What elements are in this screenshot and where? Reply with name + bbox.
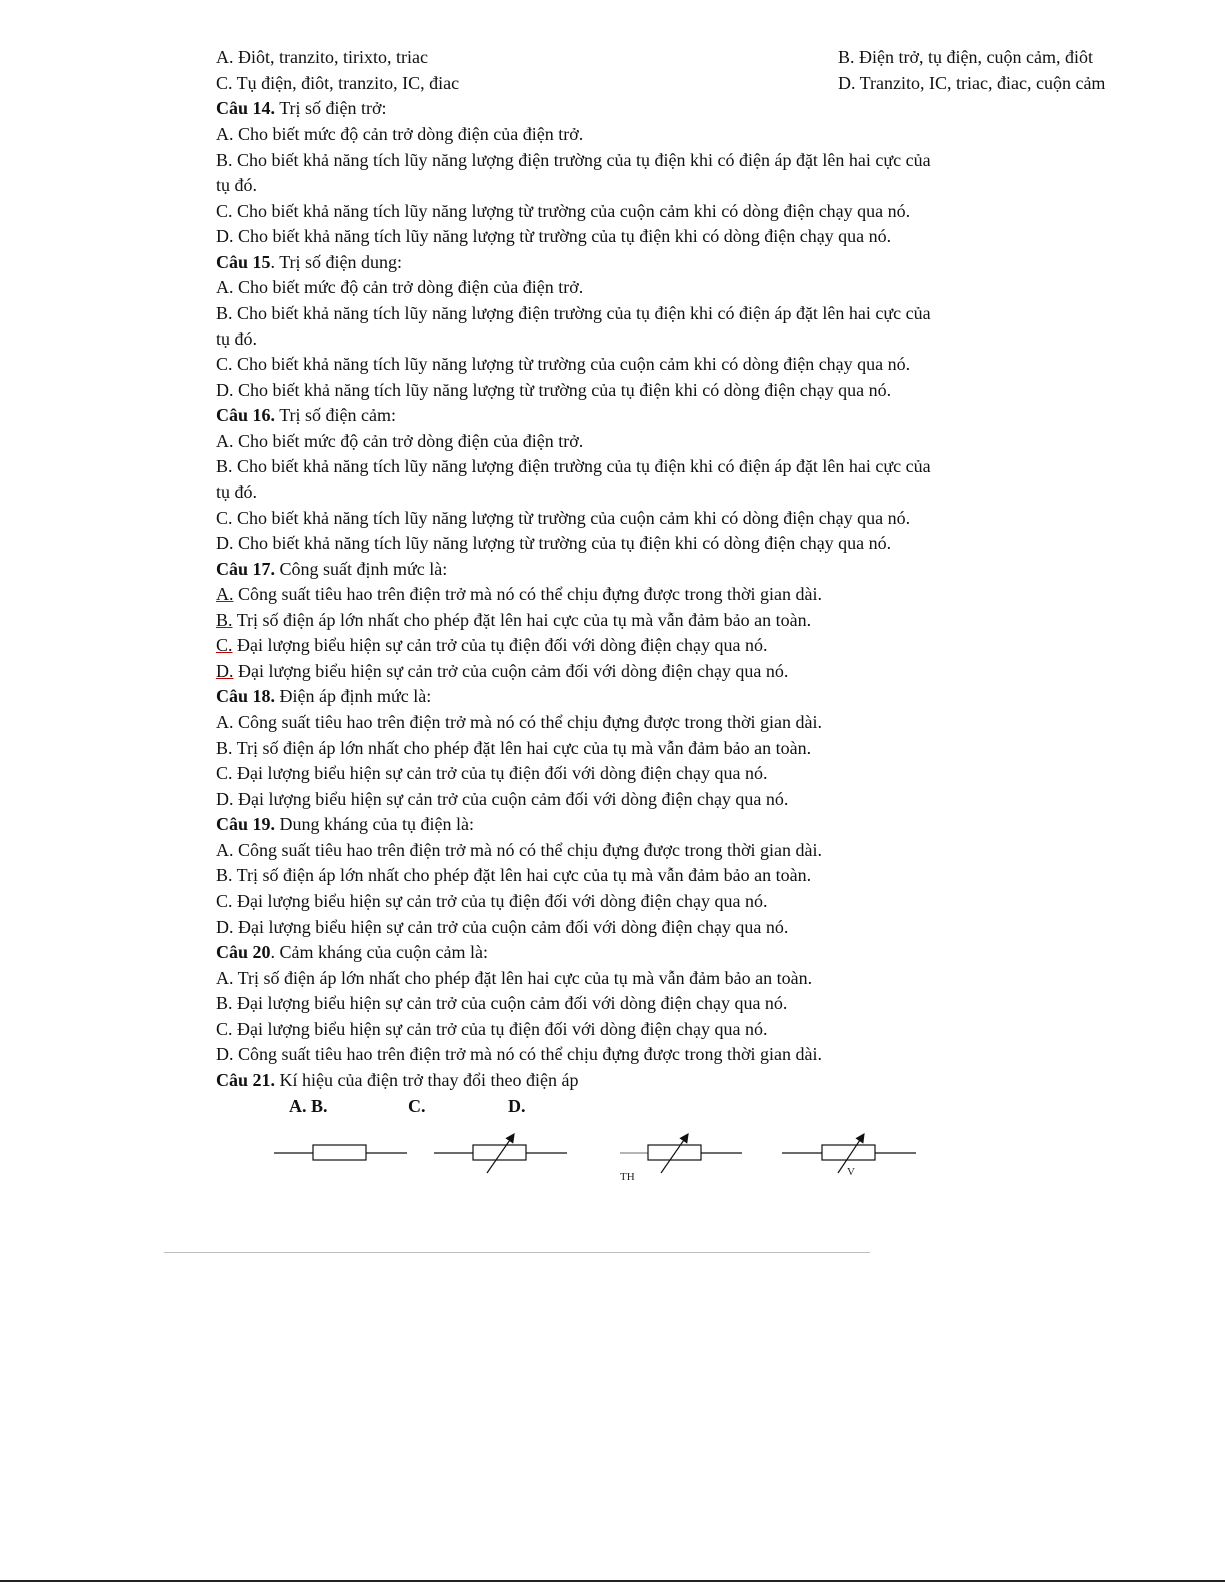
q20-option-b: B. Đại lượng biểu hiện sự cản trở của cuộn cảm đối với dòng điện chạy qua nó.: [216, 993, 788, 1013]
q21-option-d-label: D.: [508, 1096, 526, 1116]
resistor-symbols-diagram: [260, 1125, 960, 1205]
q21-option-ab-label: A. B.: [289, 1096, 328, 1116]
question-14-title: Câu 14. Trị số điện trở:: [216, 98, 387, 118]
fixed-resistor-symbol: [274, 1145, 407, 1160]
q15-option-a: A. Cho biết mức độ cản trở dòng điện của điện trở.: [216, 277, 584, 297]
q16-option-b-cont: tụ đó.: [216, 482, 258, 502]
question-19-title: Câu 19. Dung kháng của tụ điện là:: [216, 814, 474, 834]
q17-option-d: D. Đại lượng biểu hiện sự cản trở của cuộn cảm đối với dòng điện chạy qua nó.: [216, 661, 789, 681]
q17-option-b: B. Trị số điện áp lớn nhất cho phép đặt lên hai cực của tụ mà vẫn đảm bảo an toàn.: [216, 610, 812, 630]
q16-option-b: B. Cho biết khả năng tích lũy năng lượng điện trường của tụ điện khi có điện áp đặt lên hai cực của: [216, 456, 931, 476]
q17-option-a: A. Công suất tiêu hao trên điện trở mà nó có thể chịu đựng được trong thời gian dài.: [216, 584, 822, 604]
question-18-title: Câu 18. Điện áp định mức là:: [216, 686, 432, 706]
question-21-title: Câu 21. Kí hiệu của điện trở thay đổi theo điện áp: [216, 1070, 579, 1090]
q21-option-c-label: C.: [408, 1096, 426, 1116]
q18-option-d: D. Đại lượng biểu hiện sự cản trở của cuộn cảm đối với dòng điện chạy qua nó.: [216, 789, 789, 809]
q14-option-b: B. Cho biết khả năng tích lũy năng lượng điện trường của tụ điện khi có điện áp đặt lên hai cực của: [216, 150, 931, 170]
q19-option-b: B. Trị số điện áp lớn nhất cho phép đặt lên hai cực của tụ mà vẫn đảm bảo an toàn.: [216, 865, 812, 885]
question-17-title: Câu 17. Công suất định mức là:: [216, 559, 448, 579]
q19-option-c: C. Đại lượng biểu hiện sự cản trở của tụ điện đối với dòng điện chạy qua nó.: [216, 891, 768, 911]
q19-option-a: A. Công suất tiêu hao trên điện trở mà nó có thể chịu đựng được trong thời gian dài.: [216, 840, 822, 860]
page-divider: [164, 1252, 870, 1253]
q14-option-a: A. Cho biết mức độ cản trở dòng điện của điện trở.: [216, 124, 584, 144]
varistor-label: V: [847, 1166, 855, 1178]
page-bottom-border: [0, 1580, 1225, 1582]
q16-option-a: A. Cho biết mức độ cản trở dòng điện của điện trở.: [216, 431, 584, 451]
question-20-title: Câu 20. Cảm kháng của cuộn cảm là:: [216, 942, 488, 962]
question-15-title: Câu 15. Trị số điện dung:: [216, 252, 403, 272]
prev-option-c: C. Tụ điện, điôt, tranzito, IC, điac D. Tranzito, IC, triac, điac, cuộn cảm: [216, 71, 459, 97]
q14-option-b-cont: tụ đó.: [216, 175, 258, 195]
q17-option-c: C. Đại lượng biểu hiện sự cản trở của tụ điện đối với dòng điện chạy qua nó.: [216, 635, 768, 655]
q20-option-d: D. Công suất tiêu hao trên điện trở mà nó có thể chịu đựng được trong thời gian dài.: [216, 1044, 822, 1064]
q15-option-b: B. Cho biết khả năng tích lũy năng lượng điện trường của tụ điện khi có điện áp đặt lên hai cực của: [216, 303, 931, 323]
q16-option-d: D. Cho biết khả năng tích lũy năng lượng từ trường của tụ điện khi có dòng điện chạy qua nó.: [216, 533, 892, 553]
q14-option-d: D. Cho biết khả năng tích lũy năng lượng từ trường của tụ điện khi có dòng điện chạy qua nó.: [216, 226, 892, 246]
q14-option-c: C. Cho biết khả năng tích lũy năng lượng từ trường của cuộn cảm khi có dòng điện chạy qua nó.: [216, 201, 911, 221]
prev-option-d: D. Tranzito, IC, triac, điac, cuộn cảm: [838, 73, 1106, 93]
q20-option-c: C. Đại lượng biểu hiện sự cản trở của tụ điện đối với dòng điện chạy qua nó.: [216, 1019, 768, 1039]
prev-option-b: B. Điện trở, tụ điện, cuộn cảm, điôt: [838, 47, 1093, 67]
q15-option-c: C. Cho biết khả năng tích lũy năng lượng từ trường của cuộn cảm khi có dòng điện chạy qua nó.: [216, 354, 911, 374]
q20-option-a: A. Trị số điện áp lớn nhất cho phép đặt lên hai cực của tụ mà vẫn đảm bảo an toàn.: [216, 968, 813, 988]
thermistor-symbol: [620, 1137, 742, 1173]
question-16-title: Câu 16. Trị số điện cảm:: [216, 405, 397, 425]
q18-option-c: C. Đại lượng biểu hiện sự cản trở của tụ điện đối với dòng điện chạy qua nó.: [216, 763, 768, 783]
q15-option-d: D. Cho biết khả năng tích lũy năng lượng từ trường của tụ điện khi có dòng điện chạy qua nó.: [216, 380, 892, 400]
q15-option-b-cont: tụ đó.: [216, 329, 258, 349]
prev-option-a: A. Điôt, tranzito, tirixto, triac B. Điện trở, tụ điện, cuộn cảm, điôt: [216, 45, 428, 71]
q18-option-b: B. Trị số điện áp lớn nhất cho phép đặt lên hai cực của tụ mà vẫn đảm bảo an toàn.: [216, 738, 812, 758]
thermistor-label: TH: [620, 1171, 635, 1183]
q19-option-d: D. Đại lượng biểu hiện sự cản trở của cuộn cảm đối với dòng điện chạy qua nó.: [216, 917, 789, 937]
variable-resistor-symbol: [434, 1137, 567, 1173]
q18-option-a: A. Công suất tiêu hao trên điện trở mà nó có thể chịu đựng được trong thời gian dài.: [216, 712, 822, 732]
q16-option-c: C. Cho biết khả năng tích lũy năng lượng từ trường của cuộn cảm khi có dòng điện chạy qua nó.: [216, 508, 911, 528]
